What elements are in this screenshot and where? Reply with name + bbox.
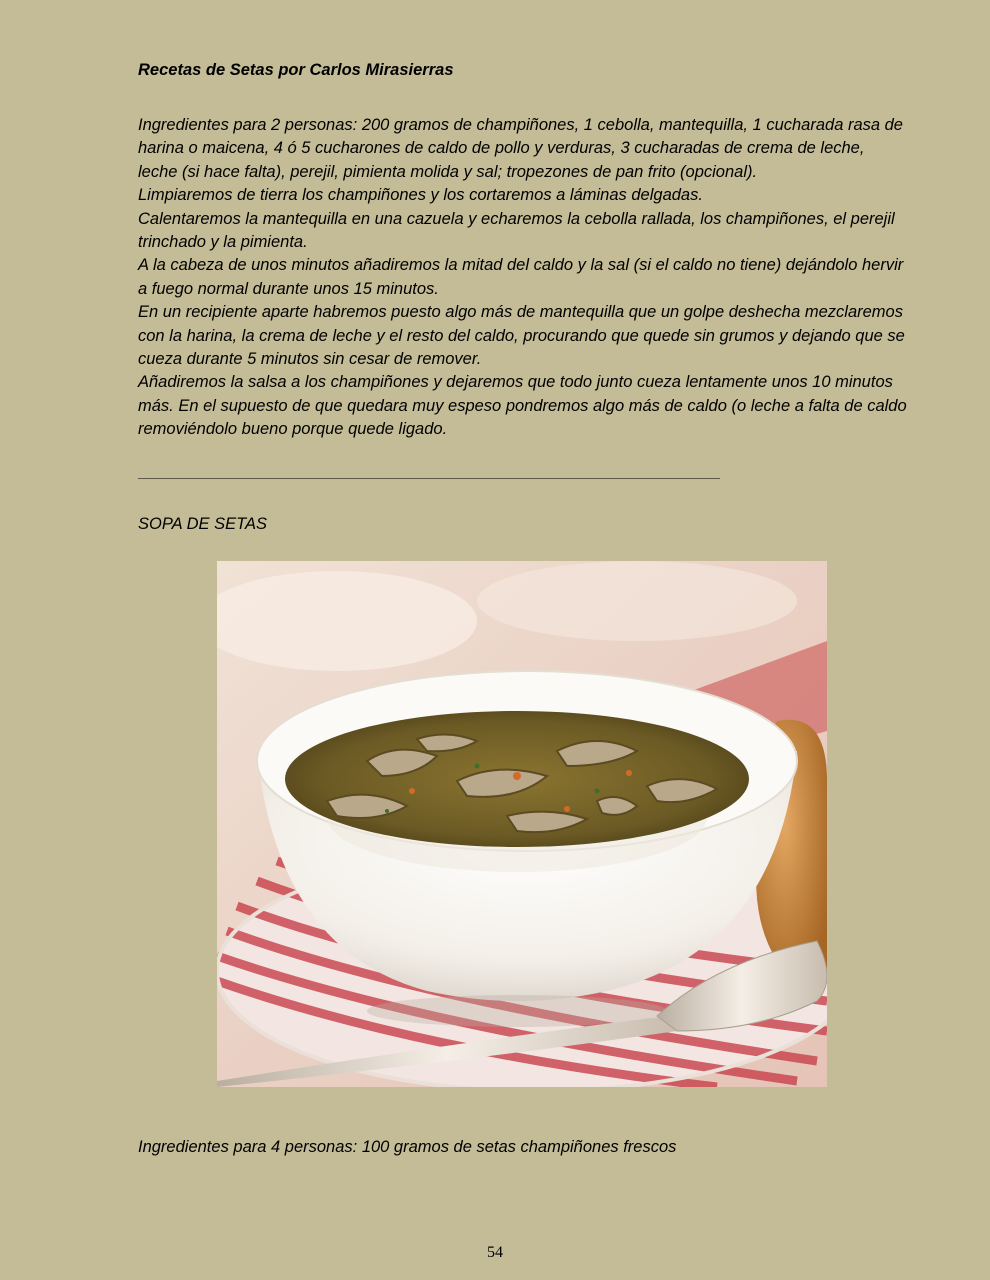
recipe-text xyxy=(138,114,908,442)
recipe-paragraph: En un recipiente aparte habremos puesto algo más de mantequilla que un golpe deshecha mezclaremos con la harina, la crema de leche y el resto del caldo, procurando que quede sin grumos y dejando que se cueza durante 5 minutos sin cesar de remover. xyxy=(138,303,905,369)
recipe-paragraph: Limpiaremos de tierra los champiñones y los cortaremos a láminas delgadas. xyxy=(138,186,703,205)
recipe-paragraph: Calentaremos la mantequilla en una cazuela y echaremos la cebolla rallada, los champiñones, el perejil trinchado y la pimienta. xyxy=(138,209,895,252)
section-divider xyxy=(138,478,720,479)
soup-photo xyxy=(217,561,827,1087)
ingredients-text: Ingredientes para 4 personas: 100 gramos de setas champiñones frescos xyxy=(138,1138,677,1156)
page-number: 54 xyxy=(487,1244,503,1261)
recipe-paragraph: Ingredientes para 2 personas: 200 gramos de champiñones, 1 cebolla, mantequilla, 1 cucharada rasa de harina o maicena, 4 ó 5 cucharones de caldo de pollo y verduras, 3 cucharadas de crema de leche, leche (si hace falta), perejil, pimienta molida y sal; tropezones de pan frito (opcional). xyxy=(138,116,903,181)
recipe-paragraph: Añadiremos la salsa a los champiñones y dejaremos que todo junto cueza lentamente unos 10 minutos más. En el supuesto de que quedara muy espeso pondremos algo más de caldo (o leche a falta de caldo removiéndolo bueno porque quede ligado. xyxy=(138,373,907,439)
page-header-title: Recetas de Setas por Carlos Mirasierras xyxy=(138,61,454,79)
recipe-paragraph: A la cabeza de unos minutos añadiremos la mitad del caldo y la sal (si el caldo no tiene) dejándolo hervir a fuego normal durante unos 15 minutos. xyxy=(138,256,904,298)
section-title: SOPA DE SETAS xyxy=(138,515,267,533)
